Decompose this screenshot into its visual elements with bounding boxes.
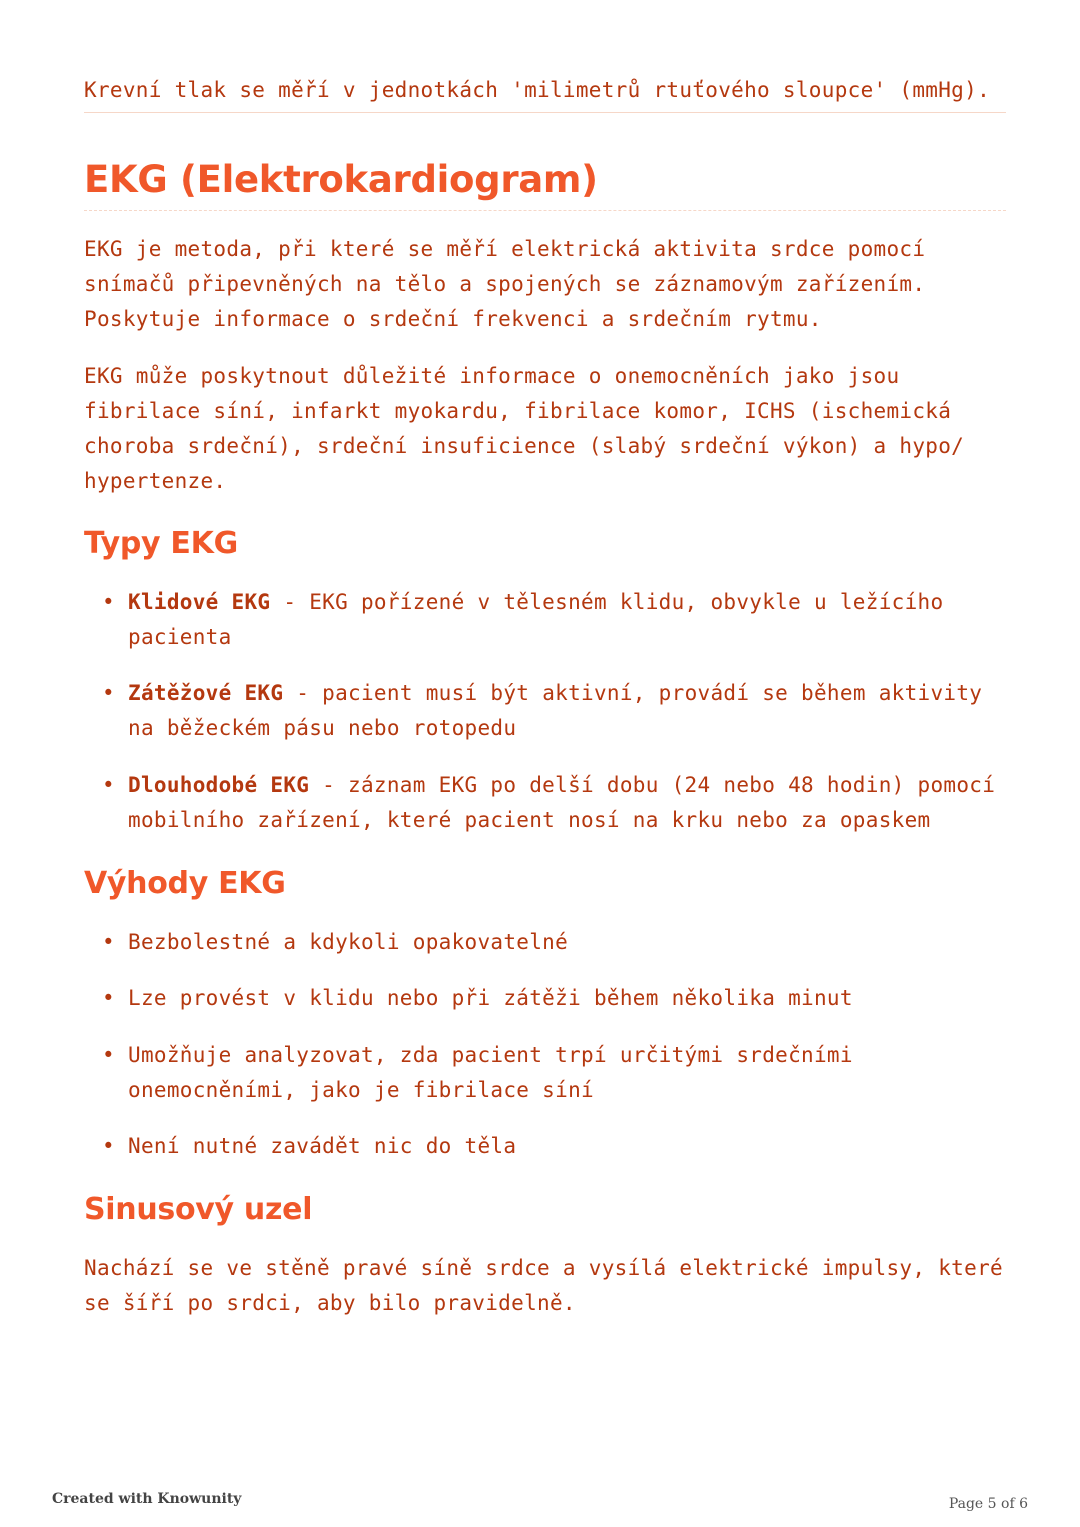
list-item-desc: - EKG pořízené v tělesném klidu, obvykle u ležícího pacienta [128, 590, 944, 649]
list-item-text: Není nutné zavádět nic do těla [128, 1134, 517, 1158]
paragraph-ekg-method: EKG je metoda, při které se měří elektrická aktivita srdce pomocí snímačů připevněných na tělo a spojených se záznamovým zařízením. Poskytuje informace o srdeční frekvenci a srdečním rytmu. [84, 237, 926, 331]
list-item-text: Umožňuje analyzovat, zda pacient trpí určitými srdečními onemocněními, jako je fibrilace síní [128, 1043, 853, 1102]
footer-page-number: Page 5 of 6 [948, 1496, 1028, 1512]
footer-created-with: Created with Knowunity [52, 1491, 242, 1507]
list-item-advantage [102, 1038, 1018, 1108]
list-item-advantage [102, 925, 1018, 960]
bullet-icon: • [102, 986, 115, 1010]
list-item-advantage [102, 1129, 1018, 1164]
heading-vyhody-ekg: Výhody EKG [84, 866, 286, 901]
paragraph-sinus: Nachází se ve stěně pravé síně srdce a vysílá elektrické impulsy, které se šíří po srdci, aby bilo pravidelně. [84, 1256, 1003, 1315]
bullet-icon: • [102, 1134, 115, 1158]
bullet-icon: • [102, 681, 115, 705]
list-item-term: Dlouhodobé EKG [128, 773, 310, 797]
heading-sinusovy-uzel: Sinusový uzel [84, 1192, 313, 1227]
list-item-zatezove [102, 676, 1018, 746]
list-item-term: Klidové EKG [128, 590, 271, 614]
list-item-dlouhodobe [102, 768, 1018, 838]
list-item-term: Zátěžové EKG [128, 681, 284, 705]
list-item-text: Lze provést v klidu nebo při zátěži během několika minut [128, 986, 853, 1010]
bullet-icon: • [102, 773, 115, 797]
list-item-advantage [102, 981, 1018, 1016]
list-item-text: Bezbolestné a kdykoli opakovatelné [128, 930, 569, 954]
divider-dashed [84, 210, 1006, 211]
heading-typy-ekg: Typy EKG [84, 526, 238, 561]
section-title: EKG (Elektrokardiogram) [84, 158, 598, 201]
bullet-icon: • [102, 590, 115, 614]
list-item-klidove [102, 585, 1018, 655]
divider-solid [84, 112, 1006, 113]
list-item-desc: - pacient musí být aktivní, provádí se během aktivity na běžeckém pásu nebo rotopedu [128, 681, 983, 740]
bullet-icon: • [102, 930, 115, 954]
intro-line: Krevní tlak se měří v jednotkách 'milimetrů rtuťového sloupce' (mmHg). [84, 78, 991, 102]
paragraph-ekg-info: EKG může poskytnout důležité informace o onemocněních jako jsou fibrilace síní, infarkt myokardu, fibrilace komor, ICHS (ischemická choroba srdeční), srdeční insuficience (slabý srdeční výkon) a hypo/ hypertenze. [84, 364, 965, 493]
bullet-icon: • [102, 1043, 115, 1067]
list-item-desc: - záznam EKG po delší dobu (24 nebo 48 hodin) pomocí mobilního zařízení, které pacient nosí na krku nebo za opaskem [128, 773, 996, 832]
